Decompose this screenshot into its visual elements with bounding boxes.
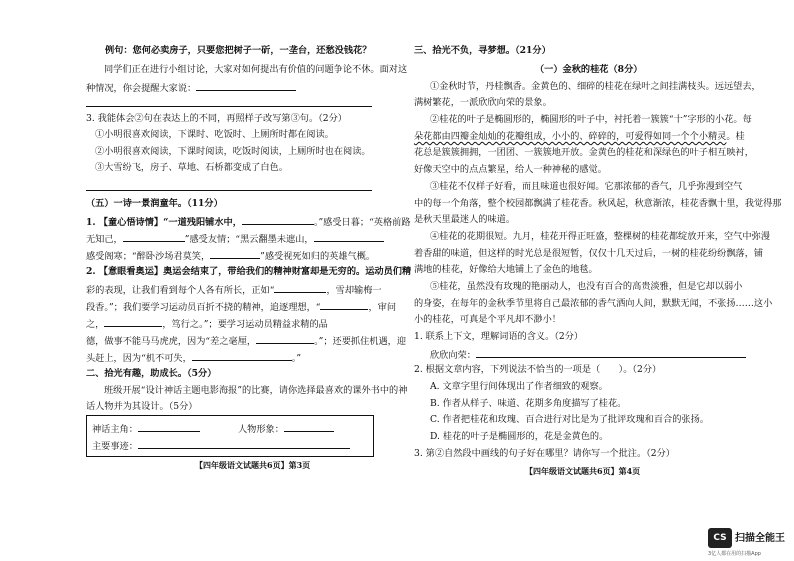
article-p1-line2: 满树繁花，一派欣欣向荣的景象。 — [414, 97, 552, 108]
box-hero-field[interactable]: 神话主角： — [92, 422, 200, 436]
scanner-app-name: 扫描全能王 — [735, 533, 785, 544]
q2-prompt: 2. 根据文章内容，下列说法不恰当的一项是（ ）。（2分） — [414, 364, 662, 375]
example-sentence: 例句：您何必卖房子，只要您把树子一斫，一垄台，还愁没钱花？ — [105, 45, 372, 56]
article-p2-line3: 花总是簇簇拥拥，一团团、一簇簇地开放。金黄色的桂花和深绿色的叶子相互映衬， — [414, 147, 754, 158]
section-3-title: 三、拾光不负，寻梦想。（21分） — [414, 45, 551, 56]
section-5-title: （五）一诗一景润童年。（11分） — [86, 198, 223, 209]
poem-q1-line3: 感受阁寒；“醉卧沙场君莫笑， ”感受视死如归的英雄气概。 — [86, 251, 376, 262]
q2-option-d[interactable]: D. 桂花的叶子是椭圆形的，花是金黄色的。 — [430, 431, 609, 442]
answer-line — [86, 190, 372, 191]
article-p2-line1: ②桂花的叶子是椭圆形的，椭圆形的叶子中，衬托着一簇簇“十”字形的小花。每 — [430, 114, 752, 125]
q3-sentence-1: ①小明很喜欢阅读，下课时、吃饭时、上厕所时都在阅读。 — [95, 129, 334, 140]
article-p3-line1: ③桂花不仅样子好看，而且味道也很好闻。它那浓郁的香气，几乎弥漫到空气 — [430, 181, 743, 192]
answer-line — [86, 106, 372, 107]
left-footer: 【四年级语文试题共6页】第3页 — [195, 460, 311, 470]
right-footer: 【四年级语文试题共6页】第4页 — [525, 466, 641, 476]
article-p2-line2: 朵花都由四瓣金灿灿的花瓣组成，小小的、碎碎的，可爱得如同一个个小精灵。桂 — [414, 131, 745, 142]
article-p3-line2: 中的每一个角落，整个校园都飘满了桂花香。秋风起，秋意渐浓，桂花香飘十里，我觉得那 — [414, 198, 782, 209]
article-title: （一）金秋的桂花（8分） — [535, 64, 643, 75]
q1-prompt: 1. 联系上下文，理解词语的含义。（2分） — [414, 331, 584, 342]
olympic-q2-line4: 之， ，笃行之。”；要学习运动员精益求精的品 — [86, 319, 328, 330]
discussion-para-line2: 种情况，你会提醒大家说： — [86, 81, 296, 95]
article-p4-line1: ④桂花的花期很短。九月，桂花开得正旺盛，整棵树的桂花都绽放开来，空气中弥漫 — [430, 231, 770, 242]
article-p1-line1: ①金秋时节，丹桂飘香。金黄色的、细碎的桂花在绿叶之间挂满枝头。远远望去， — [430, 81, 761, 92]
q3-prompt: 3. 我能体会②句在表达上的不同，再照样子改写第③句。（2分） — [86, 113, 347, 124]
article-p4-line3: 满地的桂花，好像给大地铺上了金色的地毯。 — [414, 264, 598, 275]
section-2-para-line2: 话人物并为其设计。（5分） — [86, 401, 198, 412]
article-p5-line2: 的身姿，在每年的金秋季节里将自己最浓郁的香气洒向人间，默默无闻，不张扬……这小 — [414, 298, 773, 309]
discussion-para-line1: 同学们正在进行小组讨论，大家对如何提出有价值的问题争论不休。面对这 — [104, 64, 408, 75]
q2-option-c[interactable]: C. 作者把桂花和玫瑰、百合进行对比是为了批评玫瑰和百合的张扬。 — [430, 414, 709, 425]
olympic-q2-line1: 2. 【意眼看奥运】奥运会结束了，带给我们的精神财富却是无穷的。运动员们精 — [86, 266, 412, 277]
q1-answer-field[interactable]: 欣欣向荣： — [430, 348, 746, 362]
section-2-para-line1: 班级开展“设计神话主题电影海报”的比赛，请你选择最喜欢的课外书中的神 — [104, 385, 408, 396]
article-p5-line3: 小的桂花，可真是个平凡却不渺小！ — [414, 314, 561, 325]
q2-option-a[interactable]: A. 文章字里行间体现出了作者细致的观察。 — [430, 381, 608, 392]
olympic-q2-line6: 头赶上，因为“机不可失， 。” — [86, 353, 302, 364]
scanner-app-tagline: 3亿人都在用的扫描App — [708, 551, 761, 557]
camscanner-logo-icon: CS — [708, 528, 732, 548]
article-p4-line2: 着香甜的味道，但这样的时光总是很短暂，仅仅十几天过后，一树的桂花纷纷飘落，铺 — [414, 248, 764, 259]
poem-q1-line1: 1. 【童心悟诗情】“一道残阳铺水中， 。”感受日暮；“英格前路 — [86, 217, 411, 228]
article-p5-line1: ⑤桂花，虽然没有玫瑰的艳丽动人，也没有百合的高贵淡雅，但是它却以弱小 — [430, 281, 743, 292]
underlined-sentence: 朵花都由四瓣金灿灿的花瓣组成，小小的、碎碎的，可爱得如同一个个小精灵 — [414, 131, 727, 142]
poem-q1-line2: 无知己， ”感受友情；“黑云翻墨未遮山， — [86, 232, 384, 246]
olympic-q2-line3: 段香。”；我们要学习运动员百折不挠的精神，追逐理想，“ ，审问 — [86, 302, 397, 313]
article-p2-line4: 好像天空中的点点繁星，给人一种神秘的感觉。 — [414, 164, 607, 175]
q3-sentence-2: ②小明很喜欢阅读，下课时阅读，吃饭时阅读，上厕所时也在阅读。 — [95, 146, 371, 157]
box-image-field[interactable]: 人物形象： — [238, 422, 334, 436]
q2-option-b[interactable]: B. 作者从样子、味道、花期多角度描写了桂花。 — [430, 398, 627, 409]
right-page — [397, 0, 794, 561]
section-2-title: 二、拾光有趣，助成长。（5分） — [86, 368, 217, 379]
olympic-q2-line5: 德，做事不能马马虎虎，因为“差之毫厘， 。”；还要抓住机遇，迎 — [86, 336, 407, 347]
box-deeds-field[interactable]: 主要事迹： — [92, 439, 350, 453]
article-p3-line3: 是秋天里最迷人的味道。 — [414, 214, 516, 225]
q3-sentence-3: ③大雪纷飞，房子、草地、石桥都变成了白色。 — [95, 162, 288, 173]
olympic-q2-line2: 彩的表现，让我们看到每个人各有所长，正如“ ，雪却输梅一 — [86, 285, 382, 296]
q3-annotation-prompt: 3. 第②自然段中画线的句子好在哪里？请你写一个批注。（2分） — [414, 448, 675, 459]
